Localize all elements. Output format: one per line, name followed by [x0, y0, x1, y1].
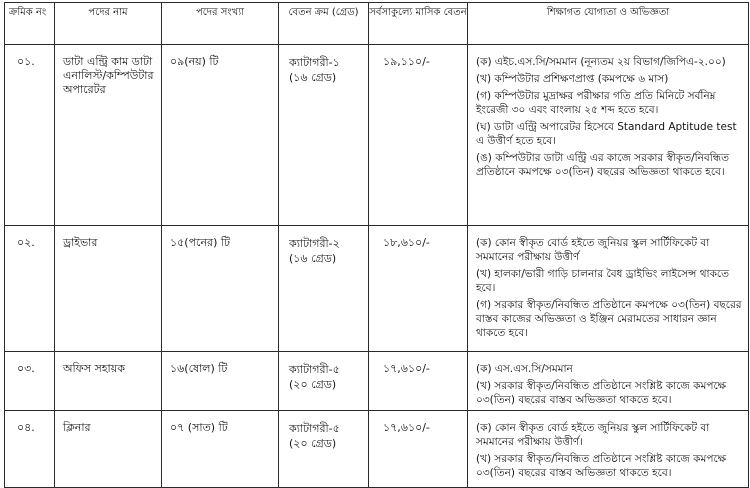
qualification-list: [468, 226, 748, 340]
qualification-cell: [468, 411, 749, 488]
qualification-list: [468, 411, 748, 480]
pay-grade: [279, 352, 368, 392]
post-count: ১৫(পনের) টি: [170, 236, 230, 249]
monthly-salary: ১৯,১১০/-: [383, 55, 430, 68]
count-cell: [162, 226, 279, 352]
table-row: [5, 45, 749, 226]
pay-grade-level: (২০ গ্রেড): [289, 437, 337, 450]
grade-cell: [279, 352, 369, 411]
pay-grade-level: (২০ গ্রেড): [289, 378, 337, 391]
post-count: ১৬(ষোল) টি: [170, 362, 228, 375]
qualification-item: (ক) এইচ.এস.সি/সমমান (নূন্যতম ২য় বিভাগ/জিপিএ-২.০০): [476, 56, 726, 68]
salary-cell: [369, 411, 468, 488]
pay-grade: [279, 45, 368, 85]
qualification-item: (গ) কম্পিউটার মুদ্রাক্ষর পরীক্ষার গতি প্রতি মিনিটে সর্বনিম্ন ইংরেজী ৩০ এবং বাংলায় ২৫ শব্দ হতে হবে।: [476, 90, 716, 116]
qualification-list: [468, 352, 748, 407]
job-vacancy-table: [4, 2, 749, 488]
monthly-salary: ১৭,৬১০/-: [383, 362, 430, 375]
qualification-item: (গ) সরকার স্বীকৃত/নিবন্ধিত প্রতিষ্ঠানে কমপক্ষে ০৩(তিন) বছরের বাস্তব কাজের অভিজ্ঞতা ও ইঞ্জিন মেরামতের সাধারন জ্ঞান থাকতে হবে।: [476, 299, 742, 339]
serial-number: ০৪.: [17, 421, 35, 434]
post-cell: [55, 45, 162, 226]
serial-cell: [5, 45, 55, 226]
qualification-item: (ক) কোন স্বীকৃত বোর্ড হইতে জুনিয়র স্কুল সার্টিফিকেট বা সমমানের পরীক্ষায় উত্তীর্ণ: [476, 237, 710, 263]
table-row: [5, 411, 749, 488]
salary-cell: [369, 226, 468, 352]
header-qualification: শিক্ষাগত যোগ্যতা ও অভিজ্ঞতা: [468, 3, 749, 45]
salary-cell: [369, 352, 468, 411]
pay-category: ক্যাটাগরী-৫: [289, 422, 340, 435]
pay-category: ক্যাটাগরী-৫: [289, 363, 340, 376]
qualification-item: (খ) সরকার স্বীকৃত/নিবন্ধিত প্রতিষ্ঠানে সংশ্লিষ্ট কাজে কমপক্ষে ০৩(তিন) বছরের বাস্তব অভিজ্ঞতা থাকতে হবে।: [476, 380, 727, 406]
post-count: ০৯(নয়) টি: [170, 55, 219, 68]
qualification-cell: [468, 352, 749, 411]
post-name: অফিস সহায়ক: [63, 362, 125, 375]
post-name: ড্রাইভার: [63, 236, 98, 249]
header-serial: ক্রমিক নং: [5, 3, 55, 45]
serial-number: ০৩.: [17, 362, 35, 375]
pay-grade-level: (১৬ গ্রেড): [289, 71, 337, 84]
qualification-list: [468, 45, 748, 179]
header-pay-grade: বেতন ক্রম (গ্রেড): [279, 3, 369, 45]
post-cell: [55, 352, 162, 411]
post-cell: [55, 226, 162, 352]
pay-category: ক্যাটাগরী-২: [289, 237, 340, 250]
qualification-item: (ঘ) ডাটা এন্ট্রি অপারেটর হিসেবে Standard Aptitude test এ উত্তীর্ণ হতে হবে।: [476, 121, 737, 147]
qualification-item: (ঙ) কম্পিউটার ডাটা এন্ট্রি এর কাজে সরকার স্বীকৃত/নিবন্ধিত প্রতিষ্ঠানে কমপক্ষে ০৩(তিন) বছরের অভিজ্ঞতা থাকতে হবে।: [476, 152, 729, 178]
count-cell: [162, 411, 279, 488]
pay-category: ক্যাটাগরী-১: [289, 56, 340, 69]
post-cell: [55, 411, 162, 488]
qualification-item: (খ) কম্পিউটার প্রশিক্ষণপ্রাপ্ত (কমপক্ষে ৬ মাস): [476, 73, 669, 85]
grade-cell: [279, 226, 369, 352]
header-post-name: পদের নাম: [55, 3, 162, 45]
grade-cell: [279, 45, 369, 226]
post-name: ডাটা এন্ট্রি কাম ডাটা এনালিস্ট/কম্পিউটার অপারেটর: [63, 55, 154, 96]
serial-cell: [5, 226, 55, 352]
pay-grade: [279, 411, 368, 451]
salary-cell: [369, 45, 468, 226]
serial-number: ০১.: [17, 55, 35, 68]
table-header-row: [5, 3, 749, 45]
header-post-count: পদের সংখ্যা: [162, 3, 279, 45]
serial-number: ০২.: [17, 236, 35, 249]
serial-cell: [5, 352, 55, 411]
qualification-cell: [468, 45, 749, 226]
post-name: ক্লিনার: [63, 421, 91, 434]
pay-grade-level: (১৬ গ্রেড): [289, 252, 337, 265]
qualification-item: (খ) সরকার স্বীকৃত/নিবন্ধিত প্রতিষ্ঠানে সংশ্লিষ্ট কাজে কমপক্ষে ০৩(তিন) বছরের বাস্তব অভিজ্ঞতা থাকতে হবে।: [476, 453, 727, 479]
monthly-salary: ১৭,৬১০/-: [383, 421, 430, 434]
qualification-item: (ক) এস.এস.সি/সমমান: [476, 363, 573, 375]
grade-cell: [279, 411, 369, 488]
monthly-salary: ১৮,৬১০/-: [383, 236, 430, 249]
serial-cell: [5, 411, 55, 488]
count-cell: [162, 45, 279, 226]
count-cell: [162, 352, 279, 411]
header-monthly-salary: সর্বসাকুল্যে মাসিক বেতন: [369, 3, 468, 45]
qualification-item: (খ) হালকা/ভারী গাড়ি চালনার বৈধ ড্রাইভিং লাইসেন্স থাকতে হবে।: [476, 268, 730, 294]
table-row: [5, 352, 749, 411]
post-count: ০৭ (সাত) টি: [170, 421, 228, 434]
qualification-item: (ক) কোন স্বীকৃত বোর্ড হইতে জুনিয়র স্কুল সার্টিফিকেট বা সমমানের পরীক্ষায় উত্তীর্ণ।: [476, 422, 710, 448]
pay-grade: [279, 226, 368, 266]
table-row: [5, 226, 749, 352]
qualification-cell: [468, 226, 749, 352]
